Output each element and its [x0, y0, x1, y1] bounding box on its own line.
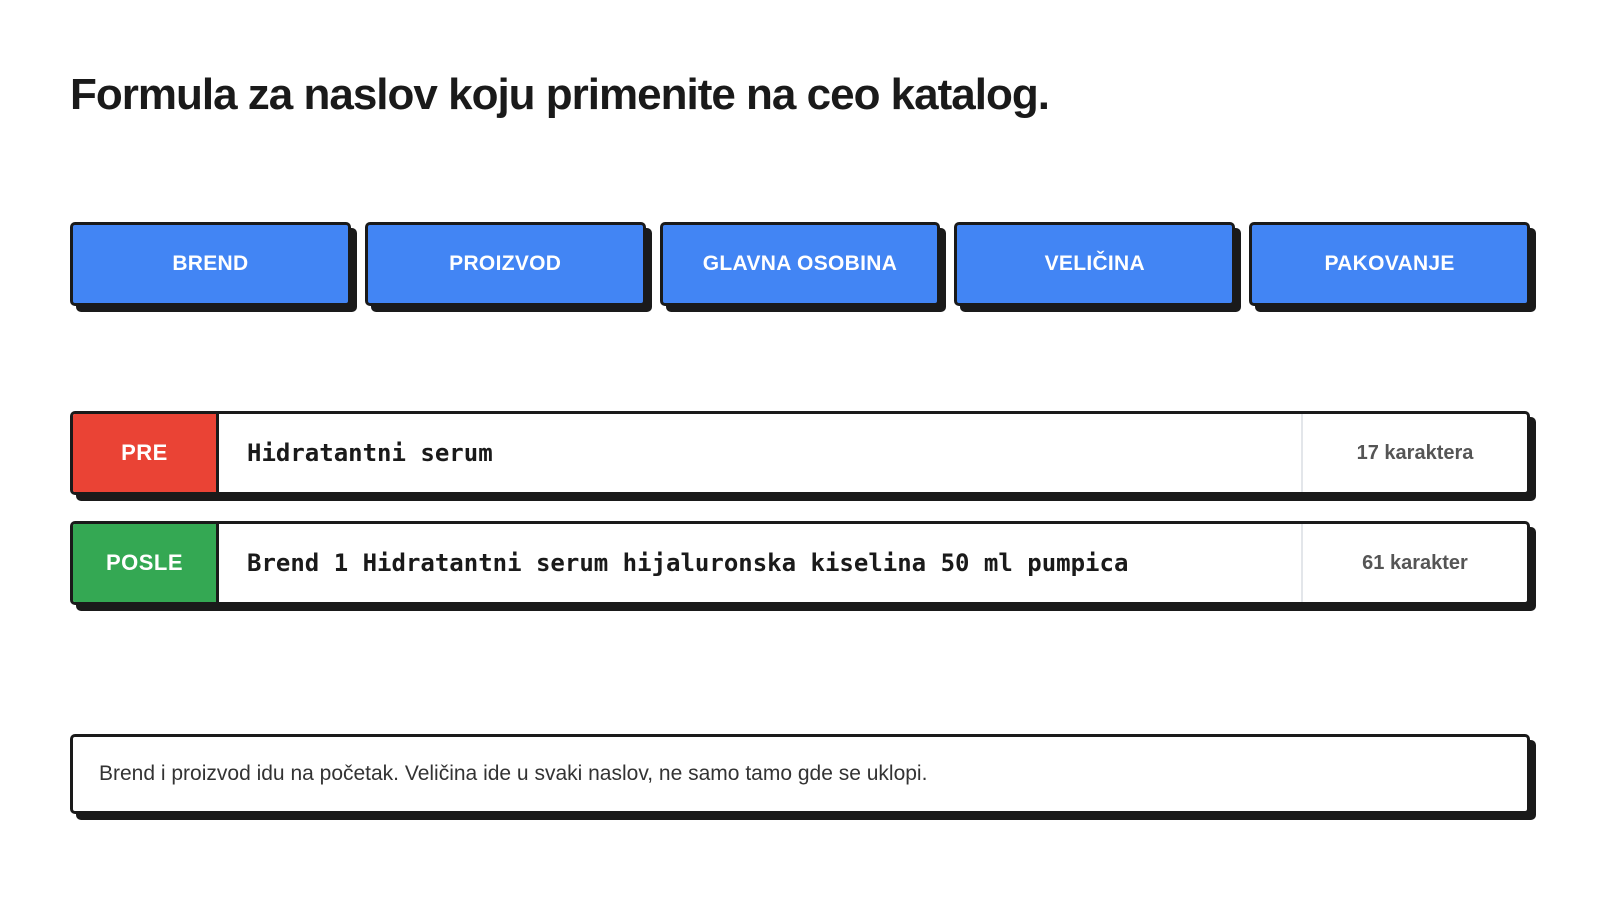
- formula-part-size: VELIČINA: [954, 222, 1235, 306]
- after-char-count: 61 karakter: [1301, 524, 1527, 602]
- before-char-count: 17 karaktera: [1301, 414, 1527, 492]
- after-badge: POSLE: [73, 524, 219, 602]
- before-badge: PRE: [73, 414, 219, 492]
- title-formula: [70, 222, 1530, 308]
- formula-part-main-feature: GLAVNA OSOBINA: [660, 222, 941, 306]
- before-title-text: Hidratantni serum: [247, 439, 493, 467]
- formula-part-brand: BREND: [70, 222, 351, 306]
- note-box: Brend i proizvod idu na početak. Veličina ide u svaki naslov, ne samo tamo gde se uklopi.: [70, 734, 1530, 814]
- formula-part-packaging: PAKOVANJE: [1249, 222, 1530, 306]
- page-title: Formula za naslov koju primenite na ceo katalog.: [70, 70, 1049, 119]
- before-example-row: [70, 411, 1530, 495]
- after-title-text: Brend 1 Hidratantni serum hijaluronska kiselina 50 ml pumpica: [247, 549, 1129, 577]
- formula-part-product: PROIZVOD: [365, 222, 646, 306]
- after-example-row: [70, 521, 1530, 605]
